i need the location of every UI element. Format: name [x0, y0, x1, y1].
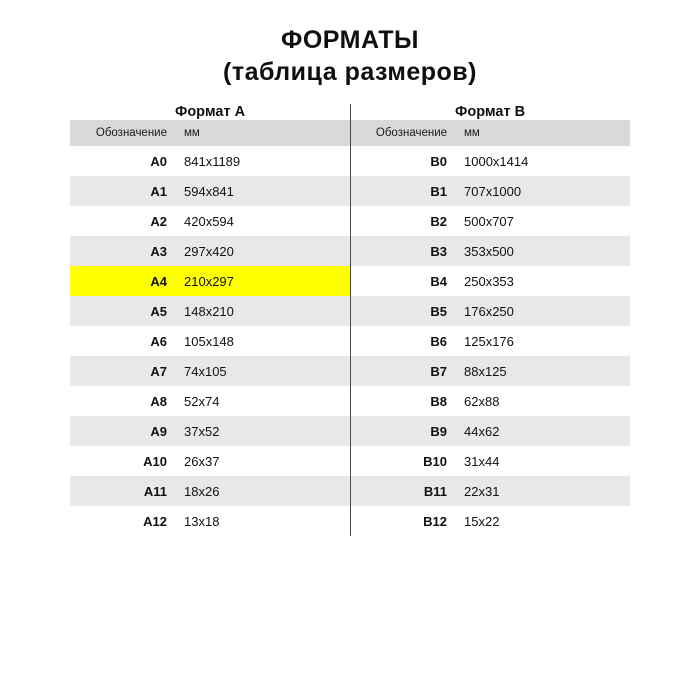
table-row	[70, 296, 630, 326]
subheader-a-mm: мм	[175, 120, 350, 146]
table-row	[70, 506, 630, 536]
subheader-b-code: Обозначение	[350, 120, 455, 146]
group-heading-b: Формат B	[454, 104, 526, 120]
table-row	[70, 356, 630, 386]
cell-code-a: A2	[70, 206, 175, 236]
cell-mm-a: 26x37	[175, 446, 350, 476]
table-row	[70, 416, 630, 446]
cell-mm-b: 707x1000	[455, 176, 630, 206]
cell-mm-b: 176x250	[455, 296, 630, 326]
cell-code-a: A12	[70, 506, 175, 536]
cell-code-a: A9	[70, 416, 175, 446]
divider-line	[350, 176, 351, 206]
cell-code-a: A8	[70, 386, 175, 416]
divider-line	[350, 446, 351, 476]
cell-code-a: A10	[70, 446, 175, 476]
subheader-a-code: Обозначение	[70, 120, 175, 146]
table-row	[70, 176, 630, 206]
table-row	[70, 446, 630, 476]
divider-line	[350, 266, 351, 296]
subheader-b-mm: мм	[455, 120, 630, 146]
cell-mm-a: 13x18	[175, 506, 350, 536]
cell-mm-b: 22x31	[455, 476, 630, 506]
cell-code-a: A7	[70, 356, 175, 386]
cell-mm-b: 88x125	[455, 356, 630, 386]
cell-code-a: A3	[70, 236, 175, 266]
divider-line	[350, 506, 351, 536]
divider-line	[350, 326, 351, 356]
cell-mm-a: 297x420	[175, 236, 350, 266]
cell-code-b: B2	[350, 206, 455, 236]
cell-mm-b: 500x707	[455, 206, 630, 236]
page-title	[0, 0, 700, 88]
cell-mm-b: 15x22	[455, 506, 630, 536]
cell-code-b: B3	[350, 236, 455, 266]
cell-code-a: A11	[70, 476, 175, 506]
cell-code-b: B6	[350, 326, 455, 356]
divider-line	[350, 236, 351, 266]
divider-line	[350, 104, 351, 120]
table-row-highlighted	[70, 266, 630, 296]
cell-code-a: A6	[70, 326, 175, 356]
cell-mm-b: 353x500	[455, 236, 630, 266]
table-row	[70, 386, 630, 416]
cell-mm-a: 841x1189	[175, 146, 350, 176]
formats-table-body	[70, 104, 630, 536]
cell-mm-a: 105x148	[175, 326, 350, 356]
cell-mm-a: 37x52	[175, 416, 350, 446]
title-line-1: ФОРМАТЫ	[280, 26, 419, 54]
divider-line	[350, 476, 351, 506]
cell-code-b: B12	[350, 506, 455, 536]
subheader-row	[70, 120, 630, 146]
cell-code-b: B7	[350, 356, 455, 386]
title-line-2: (таблица размеров)	[223, 58, 477, 86]
cell-mm-a: 148x210	[175, 296, 350, 326]
cell-code-b: B9	[350, 416, 455, 446]
cell-code-b: B1	[350, 176, 455, 206]
divider-line	[350, 146, 351, 176]
group-heading-row	[70, 104, 630, 120]
cell-code-b: B11	[350, 476, 455, 506]
cell-mm-a: 594x841	[175, 176, 350, 206]
divider-line	[350, 296, 351, 326]
cell-code-b: B8	[350, 386, 455, 416]
formats-table	[70, 104, 630, 536]
divider-line	[350, 386, 351, 416]
divider-line	[350, 356, 351, 386]
table-row	[70, 476, 630, 506]
cell-mm-b: 125x176	[455, 326, 630, 356]
cell-mm-b: 1000x1414	[455, 146, 630, 176]
divider-line	[350, 416, 351, 446]
divider-line	[350, 206, 351, 236]
cell-mm-b: 250x353	[455, 266, 630, 296]
group-heading-a: Формат A	[174, 104, 246, 120]
cell-code-b: B10	[350, 446, 455, 476]
table-row	[70, 206, 630, 236]
table-row	[70, 146, 630, 176]
cell-mm-a: 74x105	[175, 356, 350, 386]
cell-code-b: B4	[350, 266, 455, 296]
cell-mm-b: 31x44	[455, 446, 630, 476]
cell-code-b: B5	[350, 296, 455, 326]
divider-line	[350, 120, 351, 146]
cell-mm-b: 62x88	[455, 386, 630, 416]
cell-mm-a: 210x297	[175, 266, 350, 296]
cell-mm-a: 52x74	[175, 386, 350, 416]
table-row	[70, 326, 630, 356]
cell-code-a: A0	[70, 146, 175, 176]
cell-code-a: A4	[70, 266, 175, 296]
formats-table-wrapper	[70, 104, 630, 536]
cell-mm-b: 44x62	[455, 416, 630, 446]
cell-code-a: A5	[70, 296, 175, 326]
table-row	[70, 236, 630, 266]
cell-mm-a: 18x26	[175, 476, 350, 506]
cell-code-a: A1	[70, 176, 175, 206]
cell-mm-a: 420x594	[175, 206, 350, 236]
cell-code-b: B0	[350, 146, 455, 176]
